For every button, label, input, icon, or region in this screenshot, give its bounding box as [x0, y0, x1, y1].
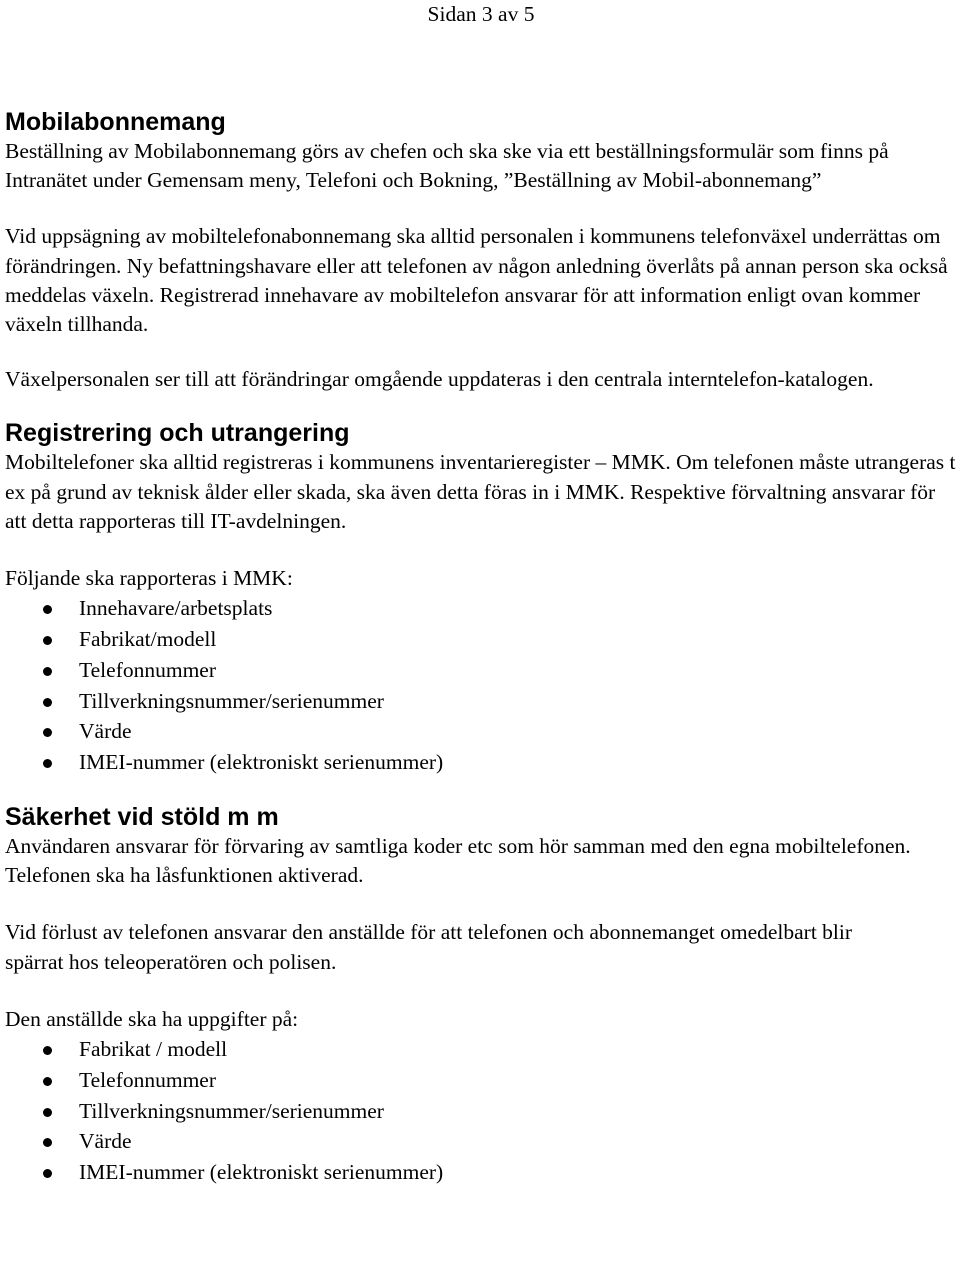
registrering-list	[5, 593, 957, 778]
sakerhet-list	[5, 1034, 957, 1188]
list-item: IMEI-nummer (elektroniskt serienummer)	[5, 747, 957, 778]
bullet-icon	[43, 759, 52, 768]
mobilabonnemang-paragraph-1: Beställning av Mobilabonnemang görs av chefen och ska ske via ett beställningsformulär som finns på Intranätet under Gemensam meny, Telefoni och Bokning, ”Beställning av Mobil-abonnemang”	[5, 139, 889, 193]
mobilabonnemang-paragraph-3: Växelpersonalen ser till att förändringar omgående uppdateras i den centrala interntelefon-katalogen.	[5, 367, 874, 392]
section-title-registrering: Registrering och utrangering	[5, 419, 350, 448]
bullet-icon	[43, 1046, 52, 1055]
bullet-icon	[43, 728, 52, 737]
bullet-icon	[43, 605, 52, 614]
registrering-list-intro: Följande ska rapporteras i MMK:	[5, 566, 293, 591]
section-title-sakerhet: Säkerhet vid stöld m m	[5, 803, 279, 832]
list-item: Telefonnummer	[5, 655, 957, 686]
list-item: Värde	[5, 1126, 957, 1157]
list-item: Innehavare/arbetsplats	[5, 593, 957, 624]
sakerhet-list-intro: Den anställde ska ha uppgifter på:	[5, 1006, 299, 1031]
bullet-icon	[43, 1108, 52, 1117]
list-item: Värde	[5, 716, 957, 747]
section-title-mobilabonnemang: Mobilabonnemang	[5, 108, 226, 136]
sakerhet-paragraph-1: Användaren ansvarar för förvaring av samtliga koder etc som hör samman med den egna mobiltelefonen. Telefonen ska ha låsfunktionen aktiverad.	[5, 834, 911, 888]
page-number: Sidan 3 av 5	[427, 2, 535, 26]
mobilabonnemang-paragraph-2: Vid uppsägning av mobiltelefonabonnemang ska alltid personalen i kommunens telefonväxel underrättas om förändringen. Ny befattningshavare eller att telefonen av någon anledning överlåts på annan person ska också meddelas växeln. Registrerad innehavare av mobiltelefon ansvarar för att information enligt ovan kommer växeln tillhanda.	[5, 224, 948, 337]
list-item: Tillverkningsnummer/serienummer	[5, 686, 957, 717]
list-item: Fabrikat/modell	[5, 624, 957, 655]
list-item: Fabrikat / modell	[5, 1034, 957, 1065]
list-item: Tillverkningsnummer/serienummer	[5, 1096, 957, 1127]
bullet-icon	[43, 667, 52, 676]
bullet-icon	[43, 1138, 52, 1147]
bullet-icon	[43, 1169, 52, 1178]
document-page	[5, 0, 957, 1188]
bullet-icon	[43, 698, 52, 707]
sakerhet-paragraph-2: Vid förlust av telefonen ansvarar den anställde för att telefonen och abonnemanget omedelbart blir spärrat hos teleoperatören och polisen.	[5, 920, 853, 974]
registrering-paragraph-1: Mobiltelefoner ska alltid registreras i kommunens inventarieregister – MMK. Om telefonen måste utrangeras t ex på grund av teknisk ålder eller skada, ska även detta föras in i MMK. Respektive förvaltning ansvarar för att detta rapporteras till IT-avdelningen.	[5, 450, 956, 533]
list-item: Telefonnummer	[5, 1065, 957, 1096]
bullet-icon	[43, 1077, 52, 1086]
bullet-icon	[43, 636, 52, 645]
list-item: IMEI-nummer (elektroniskt serienummer)	[5, 1157, 957, 1188]
